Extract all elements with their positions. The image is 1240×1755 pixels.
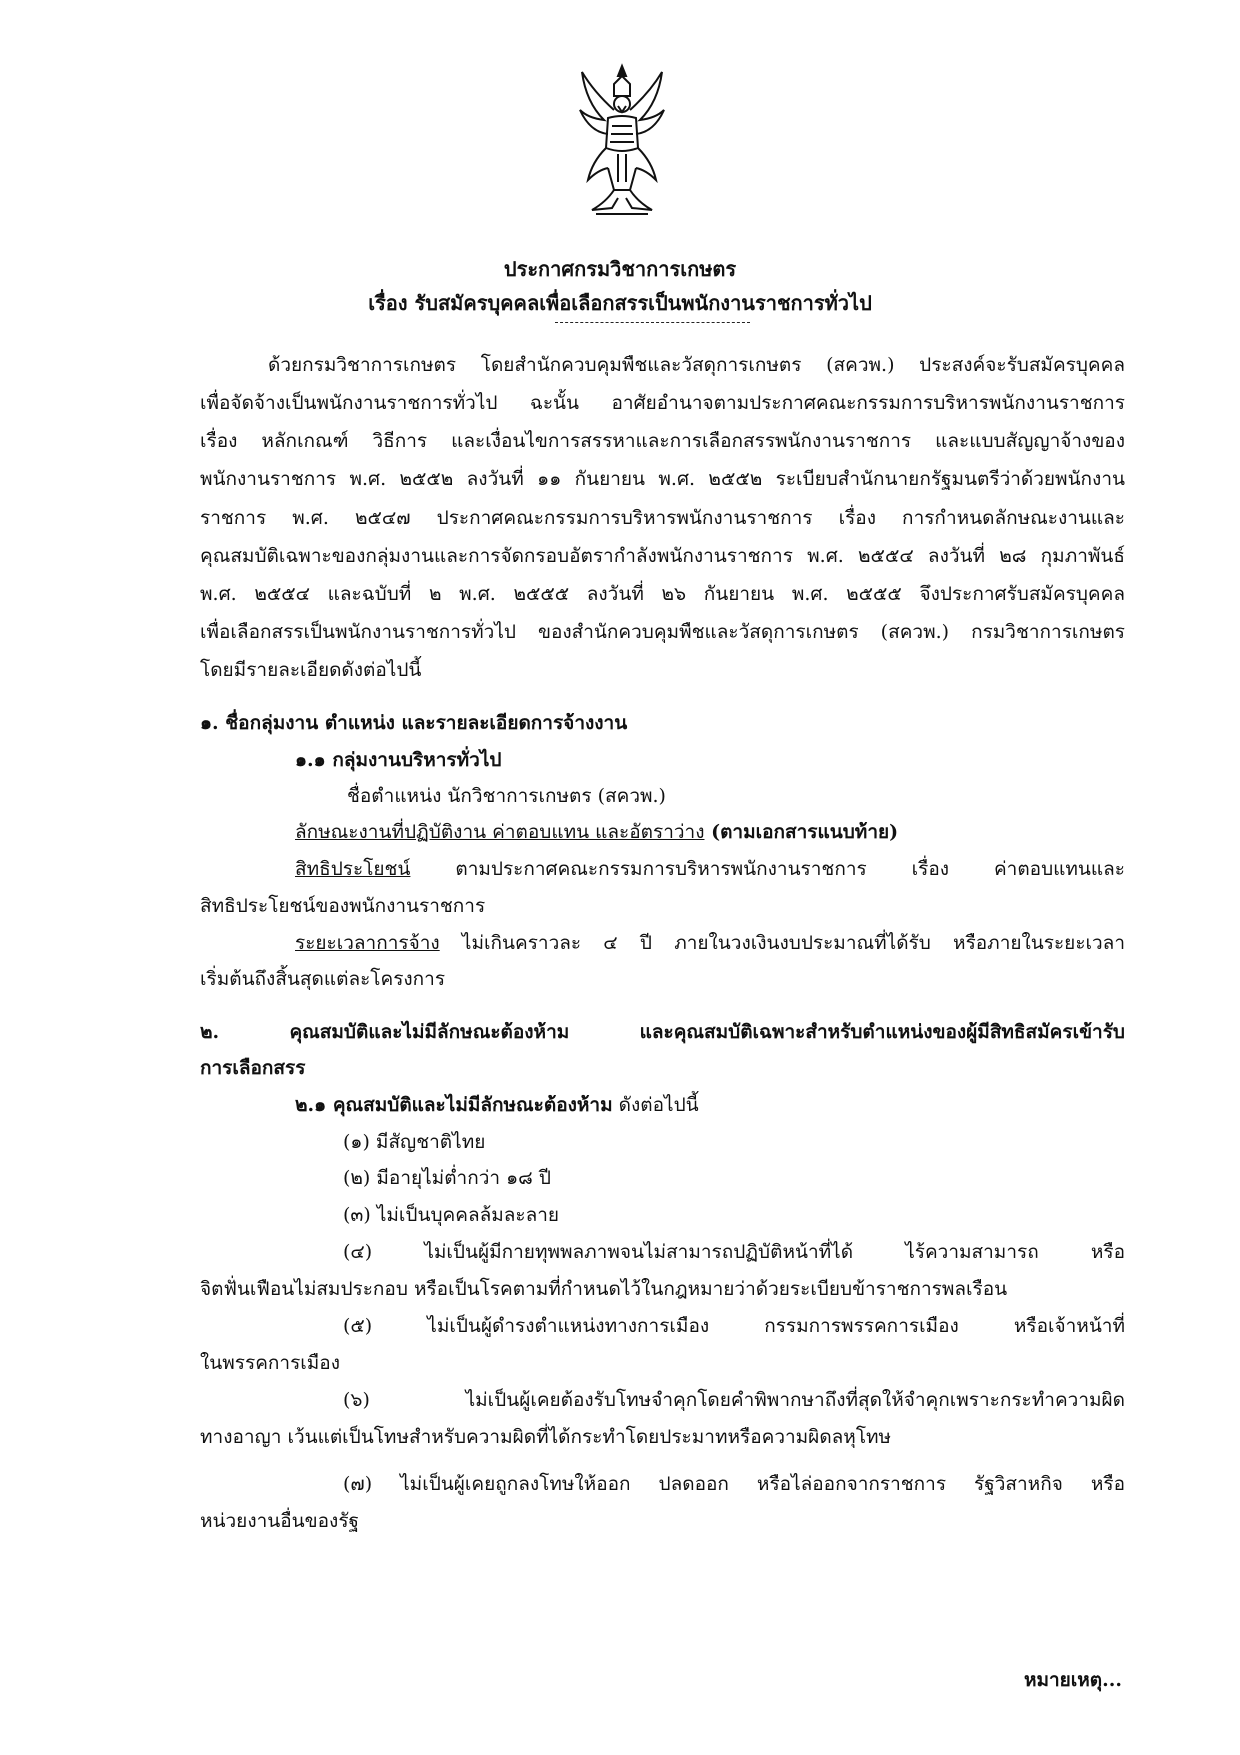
benefit-label: สิทธิประโยชน์	[295, 858, 411, 880]
work-label: ลักษณะงานที่ปฏิบัติงาน ค่าตอบแทน และอัตราว่าง	[295, 821, 705, 843]
list-item-continued: จิตฟั่นเฟือนไม่สมประกอบ หรือเป็นโรคตามที่กำหนดไว้ในกฎหมายว่าด้วยระเบียบข้าราชการพลเรือน	[200, 1278, 1008, 1300]
garuda-emblem-icon	[578, 62, 666, 217]
period-text: ไม่เกินคราวละ ๔ ปี ภายในวงเงินงบประมาณที่ได้รับ หรือภายในระยะเวลา	[439, 932, 1125, 954]
intro-line: พ.ศ. ๒๕๕๔ และฉบับที่ ๒ พ.ศ. ๒๕๕๕ ลงวันที่ ๒๖ กันยายน พ.ศ. ๒๕๕๕ จึงประกาศรับสมัครบุคคล	[200, 583, 1125, 605]
intro-line: ด้วยกรมวิชาการเกษตร โดยสำนักควบคุมพืชและวัสดุการเกษตร (สควพ.) ประสงค์จะรับสมัครบุคคล	[268, 354, 1125, 376]
list-item: (๗) ไม่เป็นผู้เคยถูกลงโทษให้ออก ปลดออก หรือไล่ออกจากราชการ รัฐวิสาหกิจ หรือ	[343, 1473, 1125, 1495]
sub-heading: ๒.๑ คุณสมบัติและไม่มีลักษณะต้องห้าม	[295, 1094, 613, 1116]
section-2-heading-2: การเลือกสรร	[200, 1057, 306, 1079]
period-line-2: เริ่มต้นถึงสิ้นสุดแต่ละโครงการ	[200, 968, 446, 990]
list-item-continued: หน่วยงานอื่นของรัฐ	[200, 1510, 360, 1532]
group-heading: ๑.๑ กลุ่มงานบริหารทั่วไป	[295, 749, 502, 771]
intro-line: เพื่อเลือกสรรเป็นพนักงานราชการทั่วไป ของสำนักควบคุมพืชและวัสดุการเกษตร (สควพ.) กรมวิชาการเกษตร	[200, 621, 1125, 643]
intro-line: เพื่อจัดจ้างเป็นพนักงานราชการทั่วไป ฉะนั้น อาศัยอำนาจตามประกาศคณะกรรมการบริหารพนักงานราชการ	[200, 392, 1125, 414]
sub-heading-line	[295, 1092, 699, 1118]
list-item: (๕) ไม่เป็นผู้ดำรงตำแหน่งทางการเมือง กรรมการพรรคการเมือง หรือเจ้าหน้าที่	[343, 1315, 1125, 1337]
list-item-continued: ทางอาญา เว้นแต่เป็นโทษสำหรับความผิดที่ได้กระทำโดยประมาทหรือความผิดลหุโทษ	[200, 1426, 892, 1448]
section-2-heading: ๒. คุณสมบัติและไม่มีลักษณะต้องห้าม และคุณสมบัติเฉพาะสำหรับตำแหน่งของผู้มีสิทธิสมัครเข้ารับ	[200, 1021, 1125, 1043]
document-title: ประกาศกรมวิชาการเกษตร	[503, 257, 737, 281]
section-1-heading: ๑. ชื่อกลุ่มงาน ตำแหน่ง และรายละเอียดการจ้างงาน	[200, 712, 628, 734]
intro-line: คุณสมบัติเฉพาะของกลุ่มงานและการจัดกรอบอัตรากำลังพนักงานราชการ พ.ศ. ๒๕๕๔ ลงวันที่ ๒๘ กุมภาพันธ์	[200, 545, 1125, 567]
benefit-line-2: สิทธิประโยชน์ของพนักงานราชการ	[200, 895, 486, 917]
list-item: (๓) ไม่เป็นบุคคลล้มละลาย	[343, 1204, 560, 1226]
intro-line: โดยมีรายละเอียดดังต่อไปนี้	[200, 659, 422, 681]
sub-heading-tail: ดังต่อไปนี้	[612, 1094, 699, 1116]
document-subject: เรื่อง รับสมัครบุคคลเพื่อเลือกสรรเป็นพนักงานราชการทั่วไป	[368, 291, 872, 315]
work-note: (ตามเอกสารแนบท้าย)	[704, 821, 899, 843]
list-item: (๒) มีอายุไม่ต่ำกว่า ๑๘ ปี	[343, 1167, 551, 1189]
benefit-text: ตามประกาศคณะกรรมการบริหารพนักงานราชการ เรื่อง ค่าตอบแทนและ	[410, 858, 1125, 880]
intro-line: เรื่อง หลักเกณฑ์ วิธีการ และเงื่อนไขการสรรหาและการเลือกสรรพนักงานราชการ และแบบสัญญาจ้างของ	[200, 430, 1125, 452]
period-line	[295, 930, 1125, 956]
intro-line: พนักงานราชการ พ.ศ. ๒๕๕๒ ลงวันที่ ๑๑ กันยายน พ.ศ. ๒๕๕๒ ระเบียบสำนักนายกรัฐมนตรีว่าด้วยพนักงาน	[200, 468, 1125, 490]
intro-line: ราชการ พ.ศ. ๒๕๔๗ ประกาศคณะกรรมการบริหารพนักงานราชการ เรื่อง การกำหนดลักษณะงานและ	[200, 507, 1125, 529]
list-item: (๔) ไม่เป็นผู้มีกายทุพพลภาพจนไม่สามารถปฏิบัติหน้าที่ได้ ไร้ความสามารถ หรือ	[343, 1241, 1125, 1263]
list-item: (๑) มีสัญชาติไทย	[343, 1131, 486, 1153]
period-label: ระยะเวลาการจ้าง	[295, 932, 440, 954]
title-divider	[555, 322, 750, 323]
work-description	[295, 819, 898, 845]
position-name: ชื่อตำแหน่ง นักวิชาการเกษตร (สควพ.)	[347, 785, 666, 807]
list-item-continued: ในพรรคการเมือง	[200, 1352, 340, 1374]
continued-note: หมายเหตุ...	[1023, 1669, 1122, 1691]
list-item: (๖) ไม่เป็นผู้เคยต้องรับโทษจำคุกโดยคำพิพากษาถึงที่สุดให้จำคุกเพราะกระทำความผิด	[343, 1389, 1125, 1411]
benefit-line	[295, 856, 1125, 882]
